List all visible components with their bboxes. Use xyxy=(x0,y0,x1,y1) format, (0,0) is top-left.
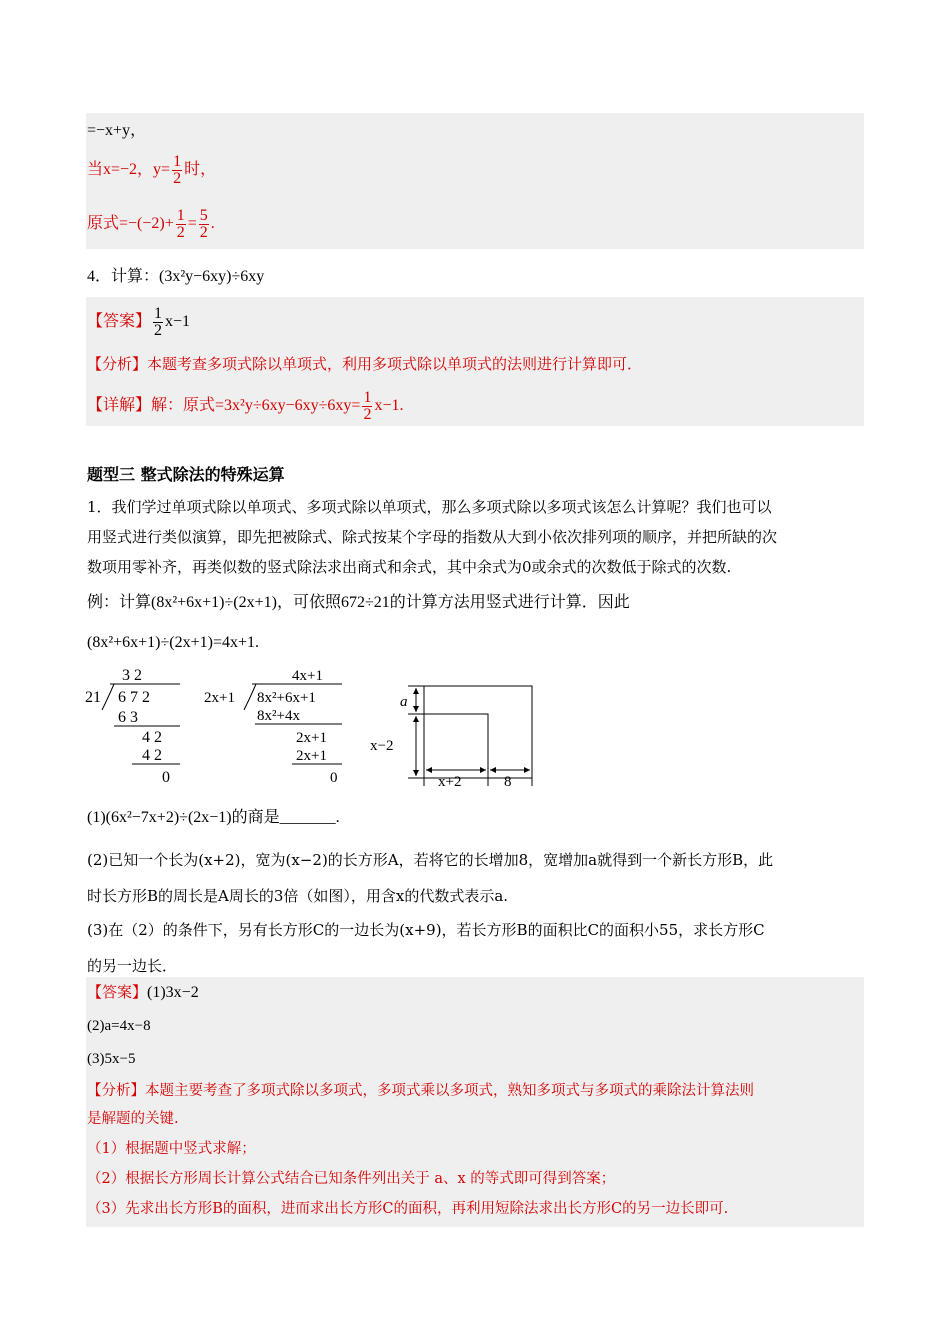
step-3: 4 2 xyxy=(142,747,162,764)
example-line: 例：计算(8x²+6x+1)÷(2x+1)，可依照672÷21的计算方法用竖式进行计算．因此 xyxy=(87,594,630,611)
answer-1 xyxy=(87,981,199,1004)
step-1: 6 3 xyxy=(118,709,138,726)
answer-analysis xyxy=(87,1080,754,1102)
quotient: 4x+1 xyxy=(292,668,323,684)
solution-line-3 xyxy=(87,208,215,241)
label-width: x−2 xyxy=(370,738,394,754)
section-title: 题型三 整式除法的特殊运算 xyxy=(87,465,285,484)
q4-answer xyxy=(87,306,190,339)
numeric-long-division xyxy=(85,667,180,786)
label-length: x+2 xyxy=(438,774,462,790)
sub-question-1: (1)(6x²−7x+2)÷(2x−1)的商是_______. xyxy=(87,809,340,826)
analysis-text: 本题考查多项式除以单项式，利用多项式除以单项式的法则进行计算即可． xyxy=(147,355,643,373)
sub3-line-1: (3)在（2）的条件下，另有长方形C的一边长为(x+9)，若长方形B的面积比C的面积小55，求长方形C xyxy=(87,921,765,939)
detail-tag: 【详解】 xyxy=(87,397,152,415)
intro-line-2: 用竖式进行类似演算，即先把被除式、除式按某个字母的指数从大到小依次排列项的顺序，并把所缺的次 xyxy=(87,528,778,546)
analysis-text-1: 本题主要考查了多项式除以多项式，多项式乘以多项式，熟知多项式与多项式的乘除法计算法则 xyxy=(145,1083,754,1099)
sub2-line-2: 时长方形B的周长是A周长的3倍（如图），用含x的代数式表示a. xyxy=(87,887,509,905)
answer-rest: x−1 xyxy=(165,313,191,331)
analysis-tag: 【分析】 xyxy=(87,355,148,373)
answer-3: (3)5x−5 xyxy=(87,1051,136,1067)
answer-step-3: （3）先求出长方形B的面积，进而求出长方形C的面积，再利用短除法求出长方形C的另一边长即可. xyxy=(87,1201,729,1217)
question-4: 4．计算：(3x²y−6xy)÷6xy xyxy=(87,268,265,285)
divisor: 2x+1 xyxy=(204,690,235,706)
quotient: 3 2 xyxy=(122,667,142,684)
sub2-line-1: (2)已知一个长为(x+2)，宽为(x−2)的长方形A，若将它的长增加8，宽增加a就得到一个新长方形B，此 xyxy=(87,851,774,869)
fraction: $\frac{1}{2}$ xyxy=(154,305,163,339)
detail-prefix: 解：原式=3x²y÷6xy−6xy÷6xy= xyxy=(151,397,361,415)
remainder: 0 xyxy=(330,770,338,786)
solution-line-2 xyxy=(87,154,216,187)
dividend: 6 7 2 xyxy=(118,689,150,706)
dividend: 8x²+6x+1 xyxy=(257,690,316,706)
answer-2: (2)a=4x−8 xyxy=(87,1018,151,1034)
fraction: $\frac{1}{2}$ xyxy=(363,389,372,423)
fraction: $\frac{5}{2}$ xyxy=(199,207,208,241)
step-3: 2x+1 xyxy=(296,748,327,764)
answer-analysis-2: 是解题的关键. xyxy=(87,1111,179,1127)
answer-tag: 【答案】 xyxy=(87,313,152,331)
step-2: 4 2 xyxy=(142,729,162,746)
step-1: 8x²+4x xyxy=(257,708,300,724)
intro-line-1: 1．我们学过单项式除以单项式、多项式除以单项式，那么多项式除以多项式该怎么计算呢？我们也可以 xyxy=(87,498,772,516)
q4-detail xyxy=(87,390,403,423)
remainder: 0 xyxy=(162,769,170,786)
fraction: $\frac{1}{2}$ xyxy=(176,207,185,241)
intro-line-3: 数项用零补齐，再类似数的竖式除法求出商式和余式，其中余式为0或余式的次数低于除式的次数. xyxy=(87,558,732,576)
problem-1-intro xyxy=(87,492,863,582)
step-2: 2x+1 xyxy=(296,730,327,746)
sub3-line-2: 的另一边长． xyxy=(87,957,178,975)
equals: = xyxy=(187,215,197,233)
solution-line-1: =−x+y， xyxy=(87,122,147,139)
q4-analysis xyxy=(87,353,642,375)
label-8: 8 xyxy=(504,774,512,790)
analysis-tag: 【分析】 xyxy=(87,1083,145,1099)
long-division-figures xyxy=(80,662,550,792)
answer-1-text: (1)3x−2 xyxy=(147,984,199,1001)
sub-question-2 xyxy=(87,842,863,914)
example-result: (8x²+6x+1)÷(2x+1)=4x+1. xyxy=(87,634,260,651)
label-a: a xyxy=(400,694,408,710)
fraction: $\frac{1}{2}$ xyxy=(173,153,182,187)
line3-prefix: 原式=−(−2)+ xyxy=(87,215,174,233)
answer-step-2: （2）根据长方形周长计算公式结合已知条件列出关于 a、x 的等式即可得到答案； xyxy=(87,1171,616,1187)
answer-step-1: （1）根据题中竖式求解； xyxy=(87,1141,256,1157)
line2-prefix: 当x=−2，y= xyxy=(87,161,171,179)
detail-rest: x−1. xyxy=(374,397,404,415)
period: . xyxy=(210,215,215,233)
line2-suffix: 时， xyxy=(184,161,217,179)
divisor: 21 xyxy=(85,689,101,706)
answer-tag: 【答案】 xyxy=(87,983,148,1001)
polynomial-long-division xyxy=(204,668,342,786)
sub-question-3 xyxy=(87,912,863,984)
rectangle-diagram xyxy=(370,686,532,790)
